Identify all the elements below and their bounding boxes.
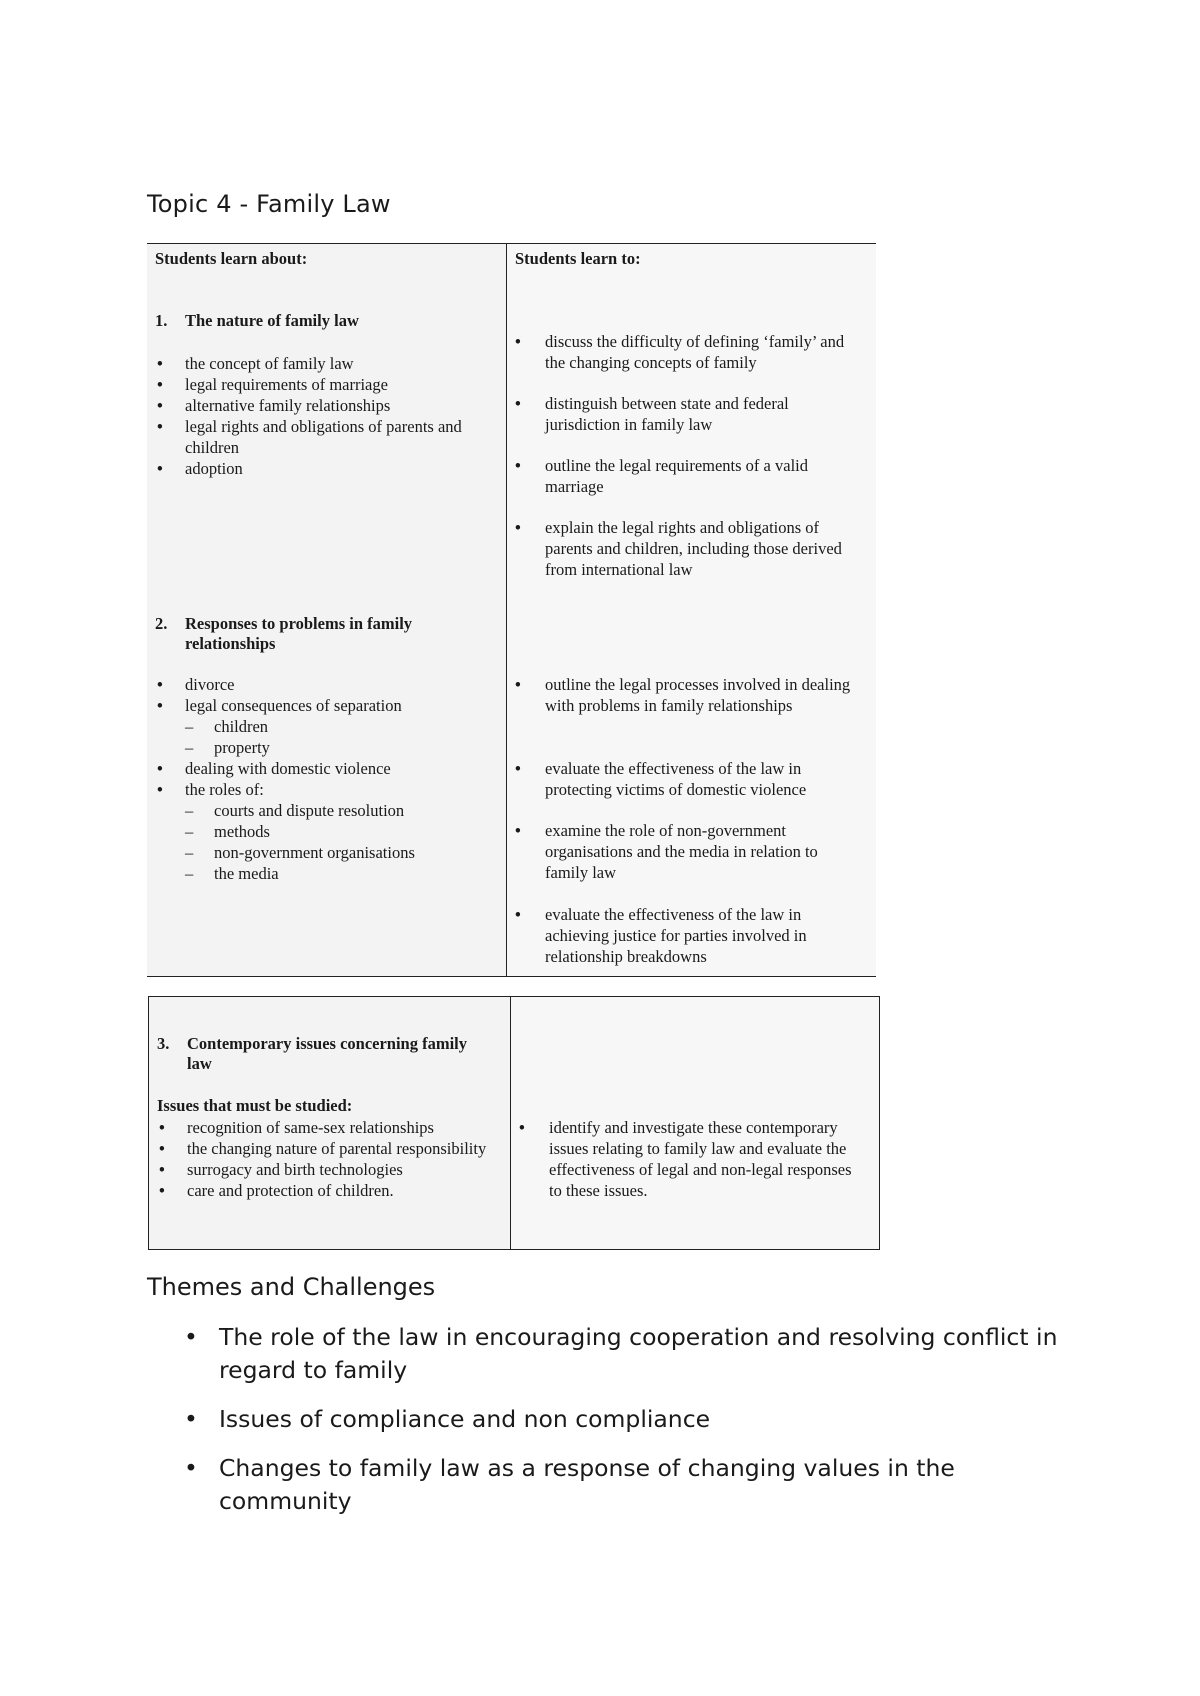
list-item: • legal requirements of marriage bbox=[155, 374, 495, 395]
section-3-number: 3. bbox=[157, 1034, 170, 1053]
list-item: • the changing nature of parental responsibility bbox=[157, 1138, 487, 1159]
learn-to-column bbox=[507, 244, 876, 976]
sub-item: – methods bbox=[185, 821, 495, 842]
list-item: • Issues of compliance and non compliance bbox=[147, 1403, 1087, 1436]
list-item: • The role of the law in encouraging cooperation and resolving conflict in regard to family bbox=[147, 1321, 1087, 1387]
sub-item: – children bbox=[185, 716, 495, 737]
themes-list bbox=[147, 1321, 1087, 1534]
section-2-title-line1: Responses to problems in family bbox=[185, 614, 413, 633]
list-item: • divorce bbox=[155, 674, 495, 695]
list-item: • discuss the difficulty of defining ‘family’ and the changing concepts of family bbox=[507, 331, 852, 393]
page-title: Topic 4 - Family Law bbox=[147, 190, 391, 218]
list-item bbox=[155, 779, 495, 884]
section-2-outcomes bbox=[507, 674, 852, 967]
list-item-label: the roles of: bbox=[185, 780, 264, 799]
sub-item: – non-government organisations bbox=[185, 842, 495, 863]
contemporary-issues-table bbox=[148, 996, 880, 1250]
list-item: • the concept of family law bbox=[155, 353, 495, 374]
themes-heading: Themes and Challenges bbox=[147, 1273, 436, 1301]
section-2-title-line2: relationships bbox=[185, 634, 276, 653]
list-item: • outline the legal processes involved in dealing with problems in family relationships bbox=[507, 674, 852, 758]
section-1-outcomes bbox=[507, 331, 852, 580]
list-item: • distinguish between state and federal jurisdiction in family law bbox=[507, 393, 852, 455]
list-item: • recognition of same-sex relationships bbox=[157, 1117, 487, 1138]
roles-sublist bbox=[185, 800, 495, 884]
section-3-title-line2: law bbox=[187, 1054, 212, 1073]
issues-list bbox=[157, 1117, 487, 1201]
list-item: • evaluate the effectiveness of the law in protecting victims of domestic violence bbox=[507, 758, 852, 820]
section-3-title-line1: Contemporary issues concerning family bbox=[187, 1034, 468, 1053]
list-item: • identify and investigate these contemporary issues relating to family law and evaluate the effectiveness of legal and non-legal responses to these issues. bbox=[511, 1117, 861, 1201]
list-item: • surrogacy and birth technologies bbox=[157, 1159, 487, 1180]
syllabus-table bbox=[147, 243, 876, 977]
issues-left-column bbox=[149, 997, 511, 1249]
learn-about-column bbox=[147, 244, 507, 976]
list-item: • dealing with domestic violence bbox=[155, 758, 495, 779]
list-item: • care and protection of children. bbox=[157, 1180, 487, 1201]
section-1-topics bbox=[155, 353, 495, 479]
list-item: • adoption bbox=[155, 458, 495, 479]
section-1-title: The nature of family law bbox=[185, 311, 359, 330]
sub-item: – the media bbox=[185, 863, 495, 884]
separation-sublist bbox=[185, 716, 495, 758]
section-2-number: 2. bbox=[155, 614, 168, 633]
sub-item: – property bbox=[185, 737, 495, 758]
section-1-number: 1. bbox=[155, 311, 168, 330]
list-item-label: legal consequences of separation bbox=[185, 696, 402, 715]
section-2-topics bbox=[155, 674, 495, 884]
learn-about-header: Students learn about: bbox=[155, 249, 308, 268]
list-item: • examine the role of non-government organisations and the media in relation to family law bbox=[507, 820, 852, 904]
list-item: • outline the legal requirements of a valid marriage bbox=[507, 455, 852, 517]
section-2-heading bbox=[155, 613, 495, 657]
issues-right-column bbox=[511, 997, 879, 1249]
list-item: • legal rights and obligations of parents and children bbox=[155, 416, 495, 458]
section-3-heading bbox=[157, 1033, 502, 1077]
issues-subheading: Issues that must be studied: bbox=[157, 1096, 353, 1115]
list-item: • explain the legal rights and obligations of parents and children, including those derived from international law bbox=[507, 517, 852, 580]
list-item bbox=[155, 695, 495, 758]
issues-outcomes bbox=[511, 1117, 861, 1201]
list-item: • evaluate the effectiveness of the law in achieving justice for parties involved in relationship breakdowns bbox=[507, 904, 852, 967]
list-item: • Changes to family law as a response of changing values in the community bbox=[147, 1452, 1087, 1518]
sub-item: – courts and dispute resolution bbox=[185, 800, 495, 821]
list-item: • alternative family relationships bbox=[155, 395, 495, 416]
learn-to-header: Students learn to: bbox=[515, 249, 641, 268]
